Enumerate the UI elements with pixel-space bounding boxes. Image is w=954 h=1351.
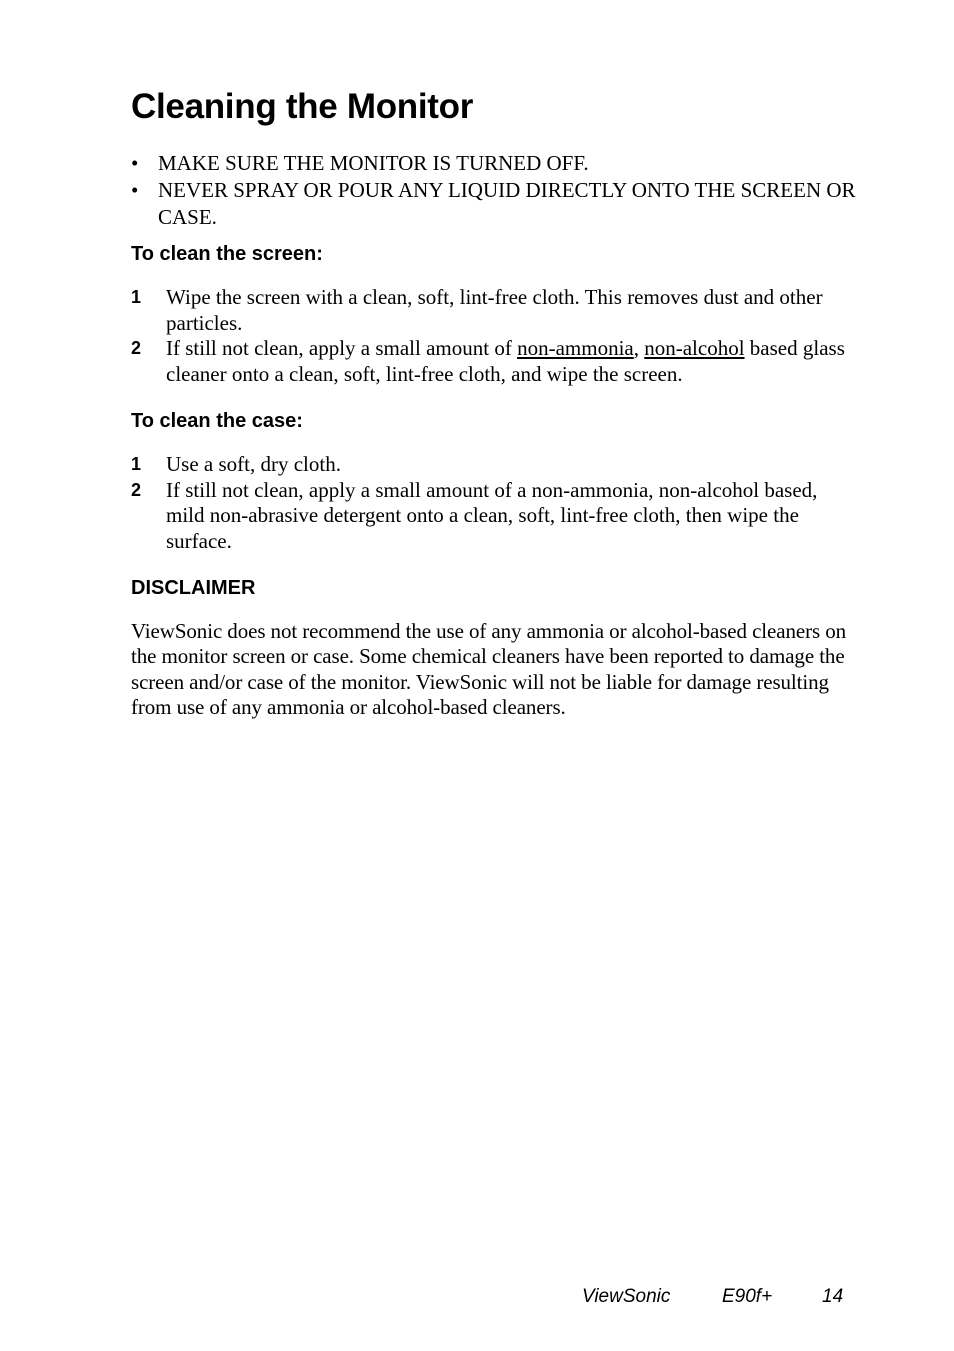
case-cleaning-heading: To clean the case: — [131, 410, 303, 432]
step-text: If still not clean, apply a small amount of a non-ammonia, non-alcohol based, mild non-abrasive detergent onto a clean, soft, lint-free cloth, then wipe the surface. — [166, 477, 818, 553]
footer-model: E90f+ — [722, 1286, 773, 1307]
step-number: 1 — [131, 287, 142, 307]
underlined-term-non-alcohol: non-alcohol — [644, 336, 745, 360]
step-text-before: If still not clean, apply a small amount of — [166, 336, 518, 360]
warning-item — [131, 150, 856, 177]
document-page — [131, 86, 856, 720]
warning-text: MAKE SURE THE MONITOR IS TURNED OFF. — [158, 151, 589, 175]
page-title: Cleaning the Monitor — [131, 87, 474, 126]
step-text: Use a soft, dry cloth. — [166, 452, 341, 476]
step-text-separator: , — [633, 336, 645, 360]
step-number: 1 — [131, 454, 142, 474]
disclaimer-text: ViewSonic does not recommend the use of any ammonia or alcohol-based cleaners on the monitor screen or case. Some chemical cleaners have been reported to damage the screen and/or case of the monitor. ViewSonic will not be liable for damage resulting from use of any ammonia or alcohol-based cleaners. — [131, 619, 847, 719]
screen-cleaning-steps — [131, 285, 856, 387]
page-number: 14 — [822, 1286, 844, 1307]
step-text: Wipe the screen with a clean, soft, lint-free cloth. This removes dust and other particles. — [166, 285, 823, 335]
warning-item — [131, 177, 856, 231]
bullet-icon: • — [131, 151, 139, 175]
screen-cleaning-heading: To clean the screen: — [131, 243, 323, 265]
case-cleaning-steps — [131, 452, 856, 554]
warning-text: NEVER SPRAY OR POUR ANY LIQUID DIRECTLY ONTO THE SCREEN OR CASE. — [158, 178, 856, 229]
list-item — [131, 336, 856, 387]
page-footer — [582, 1286, 843, 1308]
step-number: 2 — [131, 479, 142, 500]
list-item — [131, 452, 856, 478]
list-item — [131, 478, 856, 555]
disclaimer-heading: DISCLAIMER — [131, 577, 256, 599]
footer-brand: ViewSonic — [582, 1286, 671, 1307]
step-number: 2 — [131, 338, 142, 358]
list-item — [131, 285, 856, 336]
bullet-icon: • — [131, 178, 139, 202]
step-text-after: based glass cleaner onto a clean, soft, lint-free cloth, and wipe the screen. — [166, 336, 845, 386]
underlined-term-non-ammonia: non-ammonia — [517, 336, 634, 360]
warning-list — [131, 150, 856, 231]
